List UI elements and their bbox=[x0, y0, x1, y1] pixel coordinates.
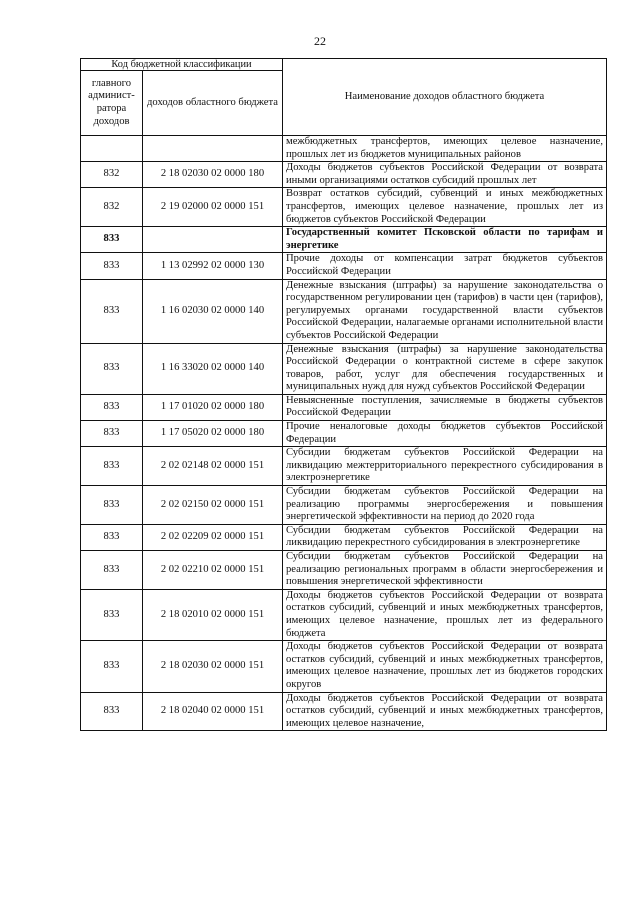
income-name-cell: Денежные взыскания (штрафы) за нарушение законодательства о государственном регулировании цен (тарифов) в части цен (тарифов), регулируемых органами государственной власти субъектов Российской Федерации, налагаемые органами исполнительной власти субъектов Российской Федерации bbox=[283, 279, 607, 343]
table-row bbox=[81, 641, 607, 692]
income-code-cell bbox=[143, 136, 283, 162]
income-name-cell: Прочие неналоговые доходы бюджетов субъектов Российской Федерации bbox=[283, 421, 607, 447]
admin-code-cell: 833 bbox=[81, 486, 143, 525]
income-code-cell bbox=[143, 227, 283, 253]
income-name-cell: Субсидии бюджетам субъектов Российской Федерации на реализацию программы энергосбережения и повышения энергетической эффективности на период до 2020 года bbox=[283, 486, 607, 525]
admin-code-cell: 833 bbox=[81, 589, 143, 640]
admin-code-cell: 833 bbox=[81, 447, 143, 486]
admin-code-cell: 833 bbox=[81, 421, 143, 447]
income-name-cell: Прочие доходы от компенсации затрат бюджетов субъектов Российской Федерации bbox=[283, 253, 607, 279]
income-code-cell: 2 02 02148 02 0000 151 bbox=[143, 447, 283, 486]
admin-code-cell bbox=[81, 136, 143, 162]
admin-code-cell: 833 bbox=[81, 394, 143, 420]
admin-code-cell: 833 bbox=[81, 692, 143, 731]
income-name-cell: Денежные взыскания (штрафы) за нарушение законодательства Российской Федерации о контрактной системе в сфере закупок товаров, работ, услуг для обеспечения государственных и муниципальных нужд для нужд субъектов Российской Федерации bbox=[283, 343, 607, 394]
table-row bbox=[81, 524, 607, 550]
income-code-cell: 2 18 02030 02 0000 180 bbox=[143, 162, 283, 188]
income-name-cell: Возврат остатков субсидий, субвенций и иных межбюджетных трансфертов, имеющих целевое назначение, прошлых лет из бюджетов субъектов Российской Федерации bbox=[283, 188, 607, 227]
table-row bbox=[81, 692, 607, 731]
income-code-cell: 1 17 01020 02 0000 180 bbox=[143, 394, 283, 420]
admin-code-cell: 832 bbox=[81, 162, 143, 188]
table-row bbox=[81, 421, 607, 447]
income-code-cell: 1 16 02030 02 0000 140 bbox=[143, 279, 283, 343]
page-number: 22 bbox=[314, 34, 326, 48]
table-row bbox=[81, 551, 607, 590]
income-name-cell: Невыясненные поступления, зачисляемые в бюджеты субъектов Российской Федерации bbox=[283, 394, 607, 420]
table-row bbox=[81, 589, 607, 640]
income-code-cell: 2 18 02030 02 0000 151 bbox=[143, 641, 283, 692]
table-row bbox=[81, 447, 607, 486]
header-name-column: Наименование доходов областного бюджета bbox=[283, 59, 607, 136]
table-row bbox=[81, 136, 607, 162]
admin-code-cell: 832 bbox=[81, 188, 143, 227]
admin-code-cell: 833 bbox=[81, 279, 143, 343]
admin-code-cell: 833 bbox=[81, 227, 143, 253]
table-row bbox=[81, 253, 607, 279]
budget-classification-table bbox=[80, 58, 607, 731]
income-code-cell: 1 17 05020 02 0000 180 bbox=[143, 421, 283, 447]
table-row bbox=[81, 343, 607, 394]
income-name-cell: Доходы бюджетов субъектов Российской Федерации от возврата остатков субсидий, субвенций и иных межбюджетных трансфертов, имеющих целевое назначение, bbox=[283, 692, 607, 731]
table-row bbox=[81, 279, 607, 343]
income-name-cell: Доходы бюджетов субъектов Российской Федерации от возврата остатков субсидий, субвенций и иных межбюджетных трансфертов, имеющих целевое назначение, прошлых лет из бюджетов городских округов bbox=[283, 641, 607, 692]
income-code-cell: 2 02 02209 02 0000 151 bbox=[143, 524, 283, 550]
income-code-cell: 2 18 02040 02 0000 151 bbox=[143, 692, 283, 731]
table-row bbox=[81, 188, 607, 227]
income-code-cell: 1 13 02992 02 0000 130 bbox=[143, 253, 283, 279]
income-code-cell: 2 19 02000 02 0000 151 bbox=[143, 188, 283, 227]
income-code-cell: 2 02 02210 02 0000 151 bbox=[143, 551, 283, 590]
table-row bbox=[81, 227, 607, 253]
income-name-cell: Доходы бюджетов субъектов Российской Федерации от возврата остатков субсидий, субвенций и иных межбюджетных трансфертов, имеющих целевое назначение, прошлых лет из федерального бюджета bbox=[283, 589, 607, 640]
admin-code-cell: 833 bbox=[81, 343, 143, 394]
income-name-cell: Государственный комитет Псковской области по тарифам и энергетике bbox=[283, 227, 607, 253]
header-group-title: Код бюджетной классификации bbox=[81, 59, 283, 71]
income-code-cell: 2 18 02010 02 0000 151 bbox=[143, 589, 283, 640]
table-row bbox=[81, 394, 607, 420]
table-body bbox=[81, 136, 607, 731]
admin-code-cell: 833 bbox=[81, 524, 143, 550]
income-name-cell: Субсидии бюджетам субъектов Российской Федерации на реализацию региональных программ в области энергосбережения и повышения энергетической эффективности bbox=[283, 551, 607, 590]
income-name-cell: Субсидии бюджетам субъектов Российской Федерации на ликвидацию перекрестного субсидирования в электроэнергетике bbox=[283, 524, 607, 550]
header-income-column: доходов областного бюджета bbox=[143, 71, 283, 136]
income-name-cell: межбюджетных трансфертов, имеющих целевое назначение, прошлых лет из бюджетов муниципальных районов bbox=[283, 136, 607, 162]
admin-code-cell: 833 bbox=[81, 253, 143, 279]
admin-code-cell: 833 bbox=[81, 551, 143, 590]
admin-code-cell: 833 bbox=[81, 641, 143, 692]
income-name-cell: Доходы бюджетов субъектов Российской Федерации от возврата иными организациями остатков субсидий прошлых лет bbox=[283, 162, 607, 188]
table-row bbox=[81, 162, 607, 188]
income-code-cell: 1 16 33020 02 0000 140 bbox=[143, 343, 283, 394]
table-row bbox=[81, 486, 607, 525]
income-code-cell: 2 02 02150 02 0000 151 bbox=[143, 486, 283, 525]
income-name-cell: Субсидии бюджетам субъектов Российской Федерации на ликвидацию межтерриториального перекрестного субсидирования в электроэнергетике bbox=[283, 447, 607, 486]
header-admin-column: главного админист-ратора доходов bbox=[81, 71, 143, 136]
